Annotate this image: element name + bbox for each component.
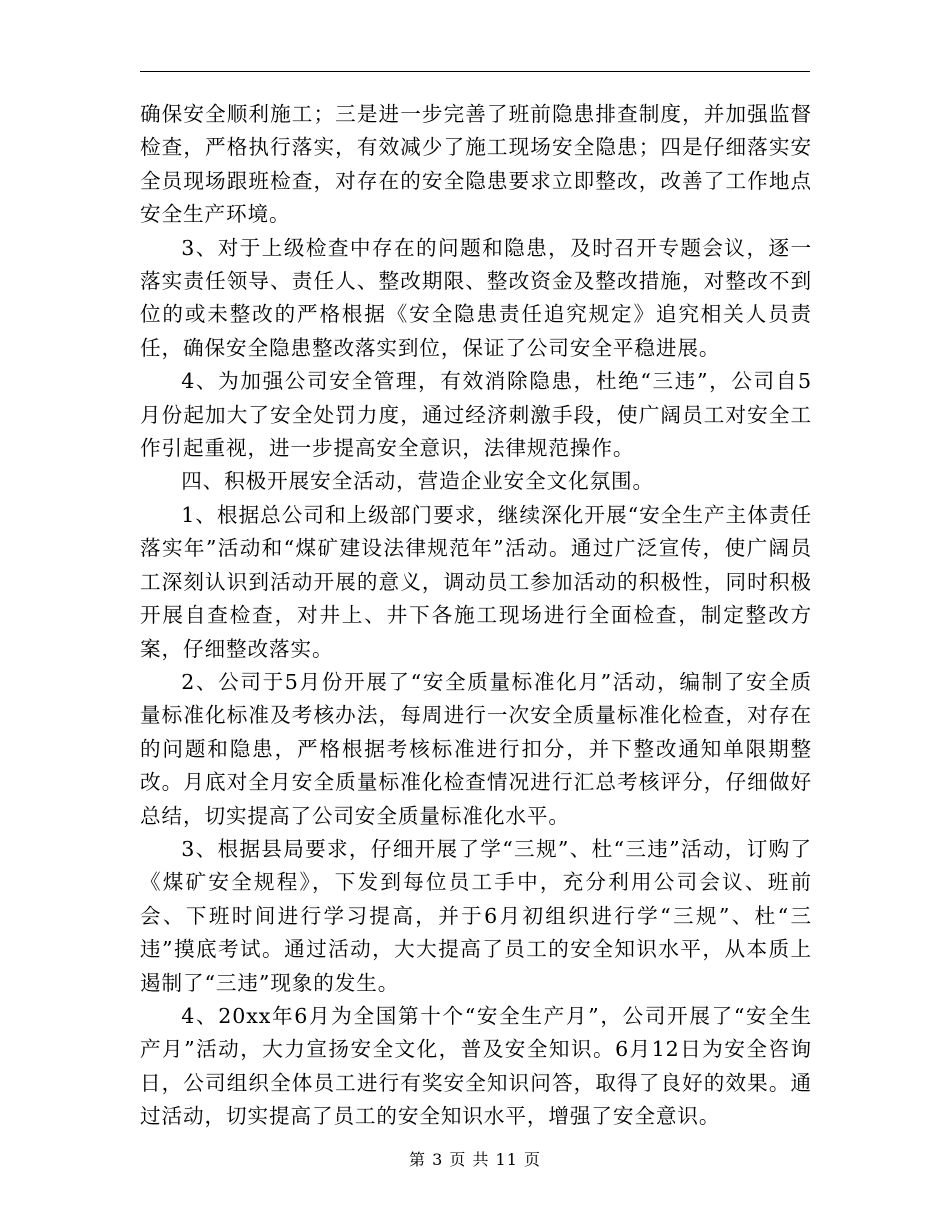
page-suffix: 页 <box>524 1150 542 1169</box>
section-heading: 四、积极开展安全活动，营造企业安全文化氛围。 <box>181 469 655 494</box>
page-prefix: 第 <box>408 1150 426 1169</box>
header-rule <box>140 71 810 72</box>
body-paragraph-5: 1、根据总公司和上级部门要求，继续深化开展“安全生产主体责任落实年”活动和“煤矿建设法律规范年”活动。通过广泛宣传，使广阔员工深刻认识到活动开展的意义，调动员工参加活动的积极性，同时积极开展自查检查，对井上、井下各施工现场进行全面检查，制定整改方案，仔细整改落实。 <box>140 502 812 661</box>
body-paragraph-8: 4、20xx年6月为全国第十个“安全生产月”，公司开展了“安全生产月”活动，大力宣扬安全文化，普及安全知识。6月12日为安全咨询日，公司组织全体员工进行有奖安全知识问答，取得了良好的效果。通过活动，切实提高了员工的安全知识水平，增强了安全意识。 <box>140 1003 812 1129</box>
total-pages-number: 11 <box>495 1150 518 1169</box>
body-paragraph-3: 4、为加强公司安全管理，有效消除隐患，杜绝“三违”，公司自5月份起加大了安全处罚力度，通过经济刺激手段，使广阔员工对安全工作引起重视，进一步提高安全意识，法律规范操作。 <box>140 369 812 461</box>
body-paragraph-1: 确保安全顺利施工；三是进一步完善了班前隐患排查制度，并加强监督检查，严格执行落实，有效减少了施工现场安全隐患；四是仔细落实安全员现场跟班检查，对存在的安全隐患要求立即整改，改善了工作地点安全生产环境。 <box>140 102 812 227</box>
body-paragraph-2: 3、对于上级检查中存在的问题和隐患，及时召开专题会议，逐一落实责任领导、责任人、整改期限、整改资金及整改措施，对整改不到位的或未整改的严格根据《安全隐患责任追究规定》追究相关人员责任，确保安全隐患整改落实到位，保证了公司安全平稳进展。 <box>140 235 812 360</box>
current-page-number: 3 <box>432 1150 444 1169</box>
body-paragraph-6: 2、公司于5月份开展了“安全质量标准化月”活动，编制了安全质量标准化标准及考核办法，每周进行一次安全质量标准化检查，对存在的问题和隐患，严格根据考核标准进行扣分，并下整改通知单限期整改。月底对全月安全质量标准化检查情况进行汇总考核评分，仔细做好总结，切实提高了公司安全质量标准化水平。 <box>140 669 812 828</box>
document-body <box>140 98 812 1134</box>
page-footer <box>0 1147 950 1170</box>
page-middle-text: 页 共 <box>449 1150 490 1169</box>
body-paragraph-7: 3、根据县局要求，仔细开展了学“三规”、杜“三违”活动，订购了《煤矿安全规程》，下发到每位员工手中，充分利用公司会议、班前会、下班时间进行学习提高，并于6月初组织进行学“三规”、杜“三违”摸底考试。通过活动，大大提高了员工的安全知识水平，从本质上遏制了“三违”现象的发生。 <box>140 836 812 995</box>
